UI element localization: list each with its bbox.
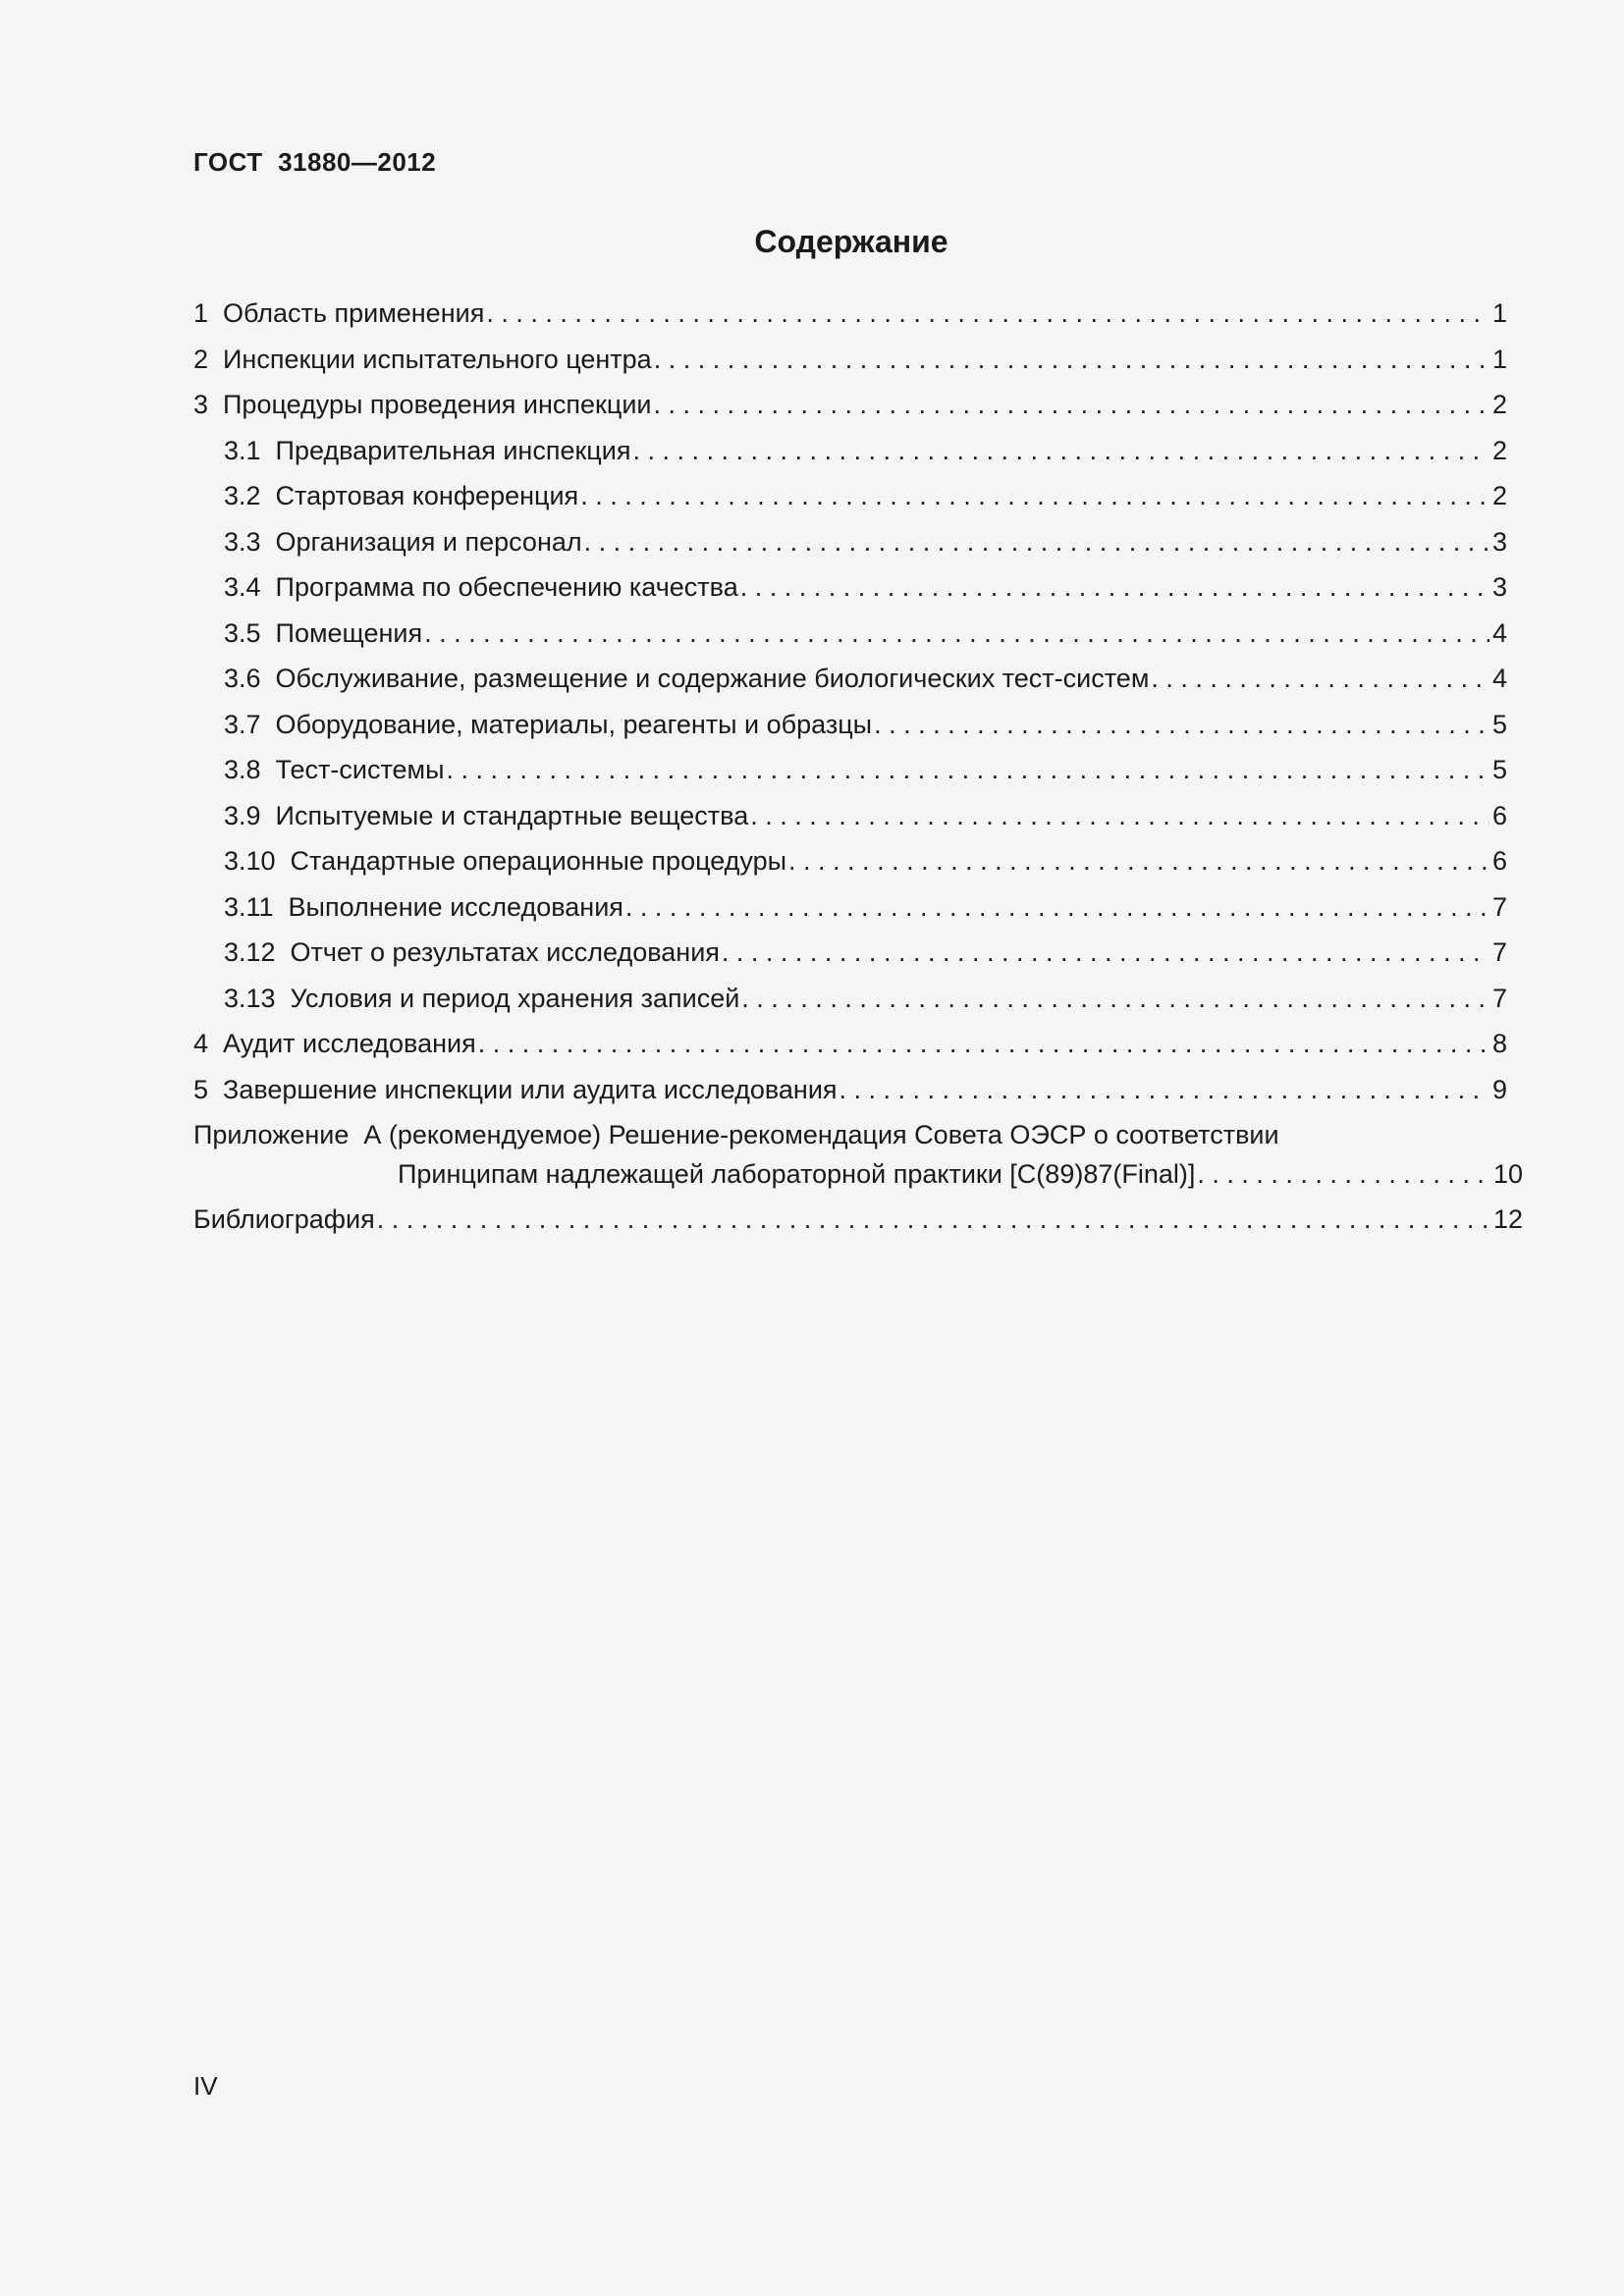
toc-entry-3-10[interactable] (193, 846, 1507, 892)
toc-leader (654, 345, 1489, 375)
toc-entry-label: 3.6 Обслуживание, размещение и содержание биологических тест-систем (224, 664, 1150, 693)
toc-entry-label: 4 Аудит исследования (193, 1029, 476, 1058)
appendix-title-continuation: Принципам надлежащей лабораторной практики [C(89)87(Final)] (398, 1159, 1196, 1189)
toc-leader (580, 481, 1489, 511)
toc-title: Содержание (754, 224, 948, 259)
toc-leader (740, 572, 1489, 603)
toc-entry-3-9[interactable] (193, 801, 1507, 847)
toc-entry-3-12[interactable] (193, 937, 1507, 984)
toc-entry-page: 7 (1491, 937, 1507, 967)
appendix-title-line2 (193, 1159, 1523, 1190)
toc-leader (788, 846, 1489, 877)
toc-leader (625, 892, 1489, 923)
toc-entry-3-7[interactable] (193, 710, 1507, 756)
toc-leader (1197, 1159, 1491, 1190)
toc-entry-bibliography[interactable] (193, 1204, 1523, 1251)
toc-entry-3-8[interactable] (193, 755, 1507, 801)
toc-entry-page: 2 (1491, 390, 1507, 419)
toc-entry-label: 3 Процедуры проведения инспекции (193, 390, 652, 419)
toc-entry-2[interactable] (193, 345, 1507, 391)
toc-entry-page: 7 (1491, 983, 1507, 1013)
toc-entry-page: 1 (1491, 344, 1507, 374)
toc-entry-label: 5 Завершение инспекции или аудита исследования (193, 1074, 838, 1104)
toc-entry-4[interactable] (193, 1029, 1507, 1075)
toc-entry-3-6[interactable] (193, 664, 1507, 710)
toc-entry-label: 3.11 Выполнение исследования (224, 891, 623, 922)
toc-leader (584, 527, 1489, 558)
toc-entry-page: 10 (1492, 1159, 1523, 1189)
toc-entry-page: 1 (1491, 298, 1507, 328)
toc-leader (424, 618, 1489, 649)
toc-leader (377, 1204, 1491, 1235)
toc-entry-page: 8 (1491, 1029, 1507, 1058)
toc-entry-label: 1 Область применения (193, 298, 485, 328)
toc-entry-page: 3 (1491, 572, 1507, 602)
toc-entry-label: 3.1 Предварительная инспекция (224, 435, 631, 465)
table-of-contents (193, 298, 1523, 1251)
toc-leader (447, 755, 1489, 785)
toc-entry-3-1[interactable] (193, 436, 1507, 482)
toc-entry-3-5[interactable] (193, 618, 1507, 665)
toc-leader (478, 1029, 1489, 1059)
page-number: IV (193, 2071, 218, 2101)
toc-entry-label: 3.4 Программа по обеспечению качества (224, 572, 738, 602)
toc-entry-page: 5 (1491, 755, 1507, 784)
toc-entry-page: 12 (1492, 1204, 1523, 1234)
toc-entry-5[interactable] (193, 1075, 1507, 1121)
toc-entry-3-13[interactable] (193, 984, 1507, 1030)
toc-leader (722, 937, 1489, 968)
toc-entry-label: 3.3 Организация и персонал (224, 526, 582, 557)
toc-entry-page: 4 (1491, 617, 1507, 648)
toc-entry-page: 6 (1491, 800, 1507, 830)
toc-entry-label: 3.10 Стандартные операционные процедуры (224, 846, 787, 876)
toc-leader (632, 436, 1489, 466)
toc-entry-page: 3 (1491, 526, 1507, 557)
toc-leader (654, 390, 1490, 420)
toc-entry-label: 3.5 Помещения (224, 617, 423, 648)
toc-entry-3-3[interactable] (193, 527, 1507, 573)
toc-leader (741, 984, 1489, 1014)
toc-leader (874, 710, 1489, 740)
toc-entry-page: 9 (1491, 1074, 1507, 1104)
toc-entry-page: 2 (1491, 435, 1507, 465)
toc-entry-label: Библиография (193, 1204, 375, 1234)
toc-entry-label: 3.2 Стартовая конференция (224, 481, 579, 510)
toc-entry-page: 5 (1491, 709, 1507, 739)
toc-entry-label: 3.12 Отчет о результатах исследования (224, 937, 720, 967)
toc-entry-label: 3.9 Испытуемые и стандартные вещества (224, 800, 749, 830)
document-header: ГОСТ 31880—2012 (193, 147, 437, 177)
toc-entry-page: 4 (1491, 664, 1507, 693)
toc-entry-appendix-a[interactable] (193, 1120, 1523, 1204)
toc-entry-3-11[interactable] (193, 892, 1507, 938)
toc-entry-label: 2 Инспекции испытательного центра (193, 344, 652, 374)
toc-entry-1[interactable] (193, 298, 1507, 345)
toc-entry-label: 3.7 Оборудование, материалы, реагенты и образцы (224, 709, 873, 739)
toc-leader (750, 801, 1489, 831)
toc-leader (839, 1075, 1489, 1105)
toc-leader (486, 298, 1489, 329)
toc-entry-3[interactable] (193, 390, 1507, 436)
toc-entry-page: 7 (1491, 891, 1507, 922)
toc-entry-label: 3.13 Условия и период хранения записей (224, 983, 740, 1013)
toc-entry-3-4[interactable] (193, 572, 1507, 618)
toc-entry-label: 3.8 Тест-системы (224, 755, 445, 784)
toc-entry-3-2[interactable] (193, 481, 1507, 527)
toc-entry-page: 6 (1491, 846, 1507, 876)
toc-leader (1151, 664, 1489, 694)
appendix-title-line1: Приложение А (рекомендуемое) Решение-рекомендация Совета ОЭСР о соответствии (193, 1120, 1279, 1149)
toc-entry-page: 2 (1491, 481, 1507, 510)
